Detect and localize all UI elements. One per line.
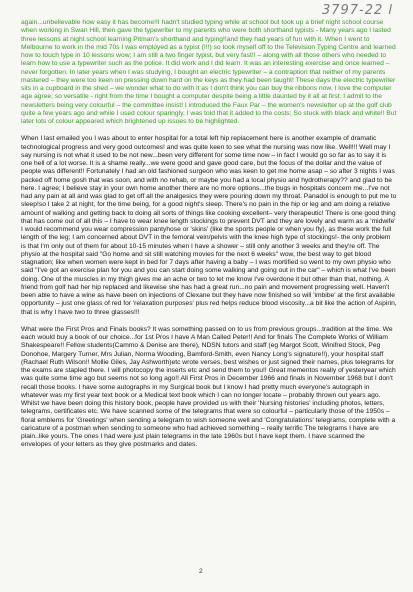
handwritten-reference-number: 3797-22 l [321, 3, 393, 18]
paragraph-hip-replacement: When I last emailed you I was about to enter hospital for a total left hip replacement here is another example of dramatic technological progress and very good outcomes! and was quite keen to see what the nursing was now like. Well!!! Well may I say nursing is not what it used to be not new...been very different for some time now – in fact I would go so far as to say it is one hell of a lot worse. It is a shame really...we were good and gave good care, but the focus of the dollar and the value of people was different!! Fortunately I had an old fashioned surgeon who was keen to get me home asap – so after 3 nights I was packed off home gosh that was soon, and with no rehab, or maybe you had a local physio and hydrotherapy?? and glad to be here. I agree; I believe stay in your own home another there are no more options...the bugs in hospitals concern me...I've not had any pain at all and was glad to get off all the analgesics they were pouring down my throat. Panadol is enough to put me to sleep!so I take 2 at night, for the time being, for a good night's sleep. There's no pain in the hip or leg and am doing a relative amount of walking and getting back to doing all sorts of things like cooking excellent– very therapeutic! There is one good thing that has come out of all this – I have to wear knee length stockings to prevent DVT and they are lovely and warm as a 'midwife' I would recommend you wear compression pantyhose or 'skins' (like the sports people or when you fly), as these work the full length of the leg; I am concerned about DVT in the femoral vein/pelvis with the knee high type of stockings!- the only problem is that I'm only out of them for about 10-15 minutes when I have a shower – still only another 3 weeks and they're off. The physio at the hospital said "Go home and sit still watching movies for the next 6 weeks" wow, the best way to get blood stagnation; like when women were kept in bed for 7 days after having a baby – I was mortified so went to my own physio who said "I've got an exercise plan for you and you can start doing some walking and going out in the car" – which is what I've been doing. One of the muscles in my thigh gives me an ache or two to let me know I've overdone it but other than that, nothing. A friend from golf had her hip replaced and likewise she has had a great run...no pain and movement progressing well. Haven't been able to have a wine as have been on injections of Clexane but they have now finished so will 'imbibe' at the first available opportunity – just one glass of red for 'relaxation purposes' plus red helps reduce blood viscosity...a bit like the action of Aspirin, that is why I have two to three glasses!!! [21, 135, 397, 316]
paragraph-pros-finals-books: What were the First Pros and Finals books? It was something passed on to us from previous groups...tradition at the time. We each would buy a book of our choice...for 1st Pros I have A Man Called Peter!! And for finals The Complete Works of William Shakespeare!! Fellow students(Cammo & Denise are there), NDSN tutors and staff (eg Margot Scott, Winifred Stock, Peg Donohoe, Margery Turner, Mrs Julian, Norma Wooding, Bamford-Smith, even Nancy Long's signature!!), your hospital staff (Rachael Ruth Wilson!! Mollie Giles, Jay Ashworth)etc wrote verses, best wishes or just signed their names, plus telegrams for the exams are stapled there. I will photocopy the inserts etc and send them to you!! Great mementos really of yesteryear which was quite some time ago but seems not so long ago!! All First Pros in December 1966 and finals in November 1968 but I don't recall those books. I have some autographs in my Surgical book but I know I had pretty much everyone's autograph in whatever was my first year text book or a Medical text book which I can no longer locate – probably thrown out years ago. Whilst we have been doing this history book, people have provided us with their 'Nursing histories' including photos, letters, telegrams, certificates etc. We have scanned some of the telegrams that were so colourful – particularly those of the 1950s – floral emblems for 'Greetings' when sending a telegram to wish someone well and 'Congratulations' telegrams, complete with a caricature of a postman when sending to someone who had achieved something – really terrific The telegrams I have are plain..like yours. The ones I had were just plain telegrams in the late 1960s but I have kept them. I have scanned the envelopes of your letters as they give postmarks and dates. [21, 325, 396, 449]
letter-body [21, 19, 397, 450]
page-number: 2 [199, 568, 203, 575]
paragraph-typing: again...unbelievable how easy it has become!!I hadn't studied typing while at school but took up a brief night school course when working in Swan Hill, then gave the typewriter to my parents who were both shorthand typists - Many years ago I lasted three lessons at night school learning Pitman's shorthand and typing!!and they had years of fun with it. When I went to Melbourne to work in the mid 70s I was employed as a typist (!!!) so took myself off to the Television Typing Centre and learned how to touch type in 10 lessons wow; I am still a two finger typist, but very fast!! – along with all those others who needed to learn how to use a typewriter such as the police. It did work and I did learn. It was an interesting exercise and once learned – never forgotten. In later years when I was studying, I bought an electric typewriter – a contraption that neither of my parents mastered – they were too keen on pressing down hard on the keys as they had been taught! These days the electric typewriter sits in a cupboard in the shed – we wonder what to do with it as I don't think you can buy the ribbons now. I love the computer age agree; so versatile - right from the time I bought a computer despite being a little daunted by it all at first. I admit to the newsletters being very colourful – the committee insist! I introduced the Faux Par – the women's newsletter up at the golf club quite a few years ago and while I used colour sparingly, I was told that it added to the costs; So stuck with black and white!! But later lots of colour appeared which brightened up issues to be highlighted. [21, 19, 397, 125]
